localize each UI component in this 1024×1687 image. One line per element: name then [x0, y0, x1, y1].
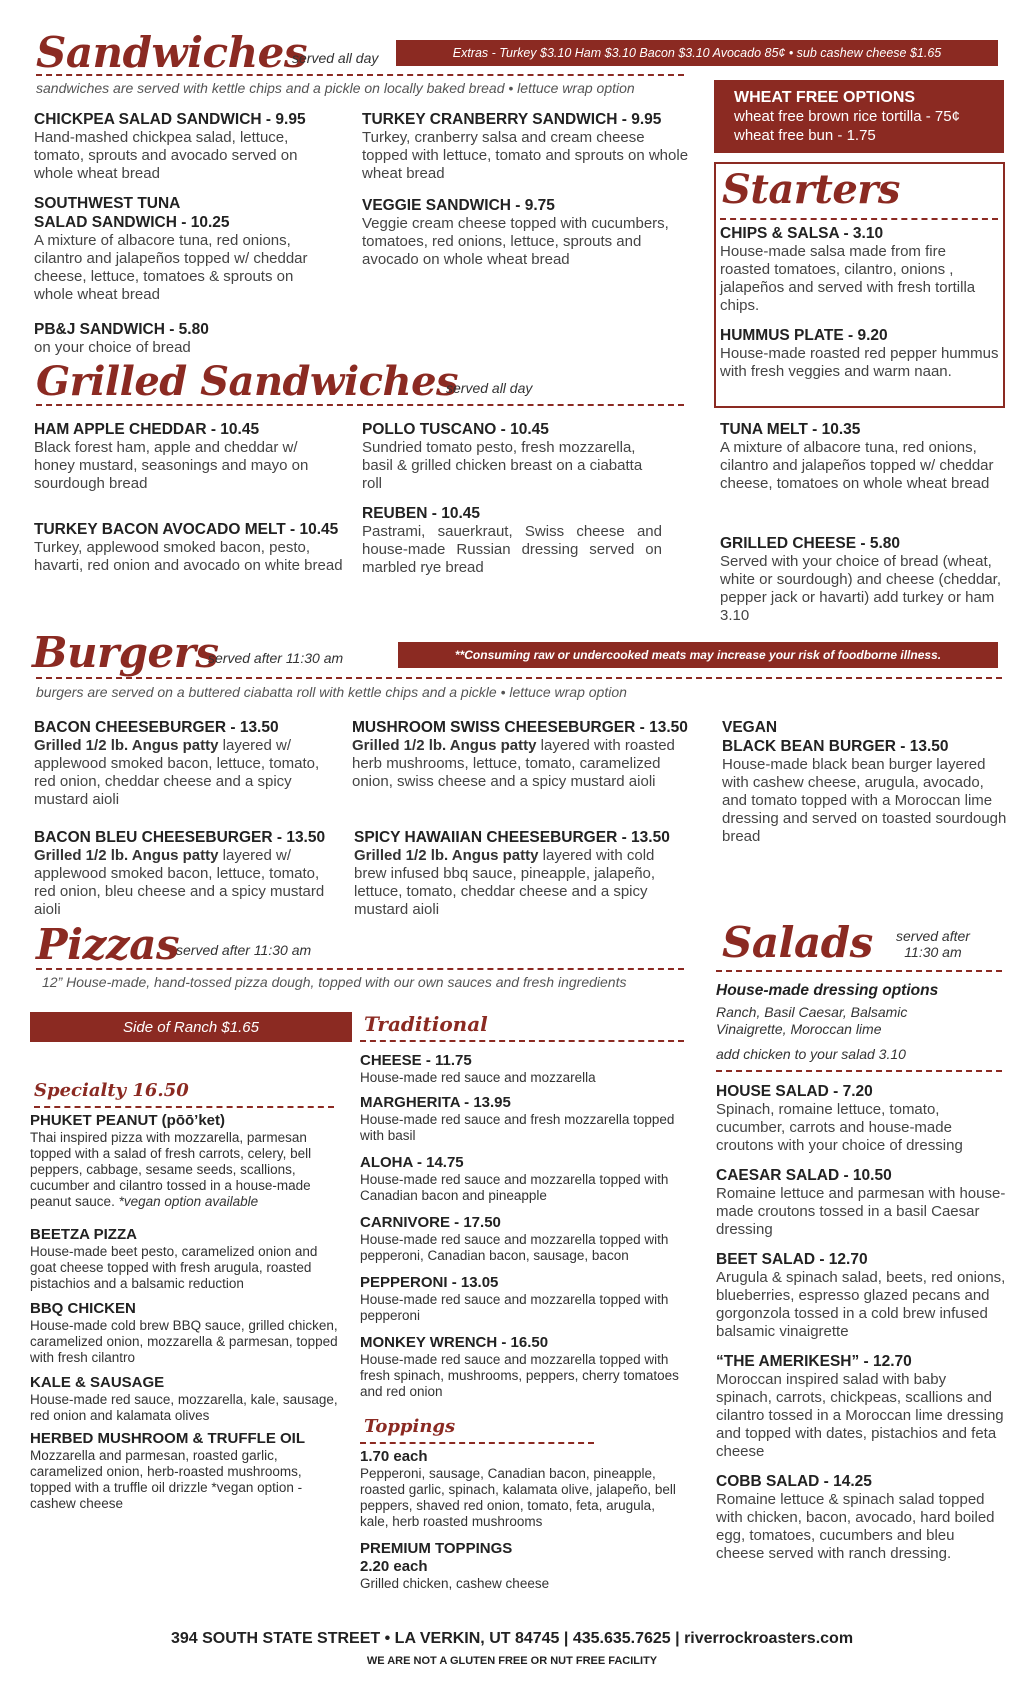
divider [360, 1040, 684, 1042]
menu-item [716, 1250, 1006, 1341]
wheat-free-line: wheat free brown rice tortilla - 75¢ [734, 108, 960, 125]
menu-item [34, 520, 354, 575]
menu-item [30, 1430, 342, 1512]
item-name: BEET SALAD - 12.70 [716, 1251, 868, 1268]
item-desc: Veggie cream cheese topped with cucumbers, tomatoes, red onions, lettuce, sprouts and avocado on whole wheat bread [362, 215, 669, 268]
item-desc: House-made cold brew BBQ sauce, grilled chicken, caramelized onion, mozzarella & parmesan, topped with fresh cilantro [30, 1318, 338, 1365]
item-desc: Romaine lettuce & spinach salad topped with chicken, bacon, avocado, hard boiled egg, tomatoes, cucumbers and bleu cheese served with ranch dressing. [716, 1491, 995, 1562]
footer-address: 394 SOUTH STATE STREET • LA VERKIN, UT 84745 | 435.635.7625 | riverrockroasters.com [170, 1630, 854, 1647]
item-desc: House-made red sauce, mozzarella, kale, sausage, red onion and kalamata olives [30, 1392, 338, 1423]
item-desc: Turkey, cranberry salsa and cream cheese topped with lettuce, tomato and sprouts on whole wheat bread [362, 129, 689, 182]
traditional-title: Traditional [364, 1012, 488, 1036]
menu-item [716, 1166, 1006, 1239]
menu-item [720, 420, 1010, 493]
item-name: CHIPS & SALSA - 3.10 [720, 225, 884, 242]
divider [36, 74, 684, 76]
item-desc-rest: layered with cold brew infused bbq sauce, pineapple, jalapeño, lettuce, tomato, cheddar cheese and a spicy mustard aioli [354, 847, 656, 918]
menu-item [354, 828, 684, 919]
menu-item [720, 224, 1000, 315]
item-desc: Sundried tomato pesto, fresh mozzarella, basil & grilled chicken breast on a ciabatta roll [362, 439, 643, 492]
item-desc-rest: layered w/ applewood smoked bacon, lettuce, tomato, red onion, bleu cheese and a spicy mustard aioli [34, 847, 325, 918]
item-name: “THE AMERIKESH” - 12.70 [716, 1353, 912, 1370]
menu-item [360, 1448, 684, 1530]
item-desc: House-made red sauce and fresh mozzarella topped with basil [360, 1112, 675, 1143]
item-name: 1.70 each [360, 1448, 428, 1465]
item-name: ALOHA - 14.75 [360, 1154, 464, 1171]
salads-subtitle-line2: 11:30 am [904, 944, 962, 960]
item-desc: House-made red sauce and mozzarella topped with pepperoni [360, 1292, 669, 1323]
item-desc: Romaine lettuce and parmesan with house-made croutons tossed in a basil Caesar dressing [716, 1185, 1006, 1238]
menu-item [30, 1300, 342, 1366]
burgers-title: Burgers [32, 628, 219, 677]
item-name: BACON CHEESEBURGER - 13.50 [34, 719, 279, 736]
item-name: TURKEY CRANBERRY SANDWICH - 9.95 [362, 111, 662, 128]
item-desc [34, 847, 334, 919]
item-desc: House-made beet pesto, caramelized onion and goat cheese topped with fresh arugula, roasted pistachios and a balsamic reduction [30, 1244, 318, 1291]
menu-item [360, 1214, 684, 1264]
sandwiches-title: Sandwiches [36, 28, 308, 77]
item-name: TUNA MELT - 10.35 [720, 421, 861, 438]
sandwiches-subtitle: served all day [292, 50, 379, 66]
item-name: MONKEY WRENCH - 16.50 [360, 1334, 549, 1351]
menu-item [716, 1352, 1006, 1461]
divider [36, 404, 684, 406]
menu-item [360, 1154, 684, 1204]
item-name: POLLO TUSCANO - 10.45 [362, 421, 549, 438]
pizzas-note: 12” House-made, hand-tossed pizza dough, topped with our own sauces and fresh ingredients [42, 974, 627, 990]
patty-label: Grilled 1/2 lb. Angus patty [352, 737, 537, 754]
divider [36, 968, 684, 970]
item-desc: Hand-mashed chickpea salad, lettuce, tomato, sprouts and avocado served on whole wheat bread [34, 129, 298, 182]
item-name: CHEESE - 11.75 [360, 1052, 472, 1069]
menu-item [30, 1374, 342, 1424]
side-ranch-text: Side of Ranch $1.65 [123, 1018, 259, 1036]
menu-item [34, 194, 334, 304]
grilled-title: Grilled Sandwiches [36, 358, 459, 405]
salads-title: Salads [722, 918, 873, 967]
divider [720, 218, 998, 220]
divider [716, 970, 1002, 972]
item-desc: Spinach, romaine lettuce, tomato, cucumber, carrots and house-made croutons with your choice of dressing [716, 1101, 963, 1154]
toppings-title: Toppings [364, 1416, 456, 1437]
item-name: TURKEY BACON AVOCADO MELT - 10.45 [34, 521, 339, 538]
menu-item [360, 1094, 684, 1144]
menu-item [362, 420, 662, 493]
item-desc: House-made roasted red pepper hummus with fresh veggies and warm naan. [720, 345, 999, 380]
divider [360, 1442, 594, 1444]
item-name: BEETZA PIZZA [30, 1226, 137, 1243]
item-desc: House-made red sauce and mozzarella [360, 1070, 596, 1085]
item-name-line2: BLACK BEAN BURGER - 13.50 [722, 738, 949, 755]
item-desc [352, 737, 698, 791]
wheat-free-line: wheat free bun - 1.75 [734, 127, 876, 144]
salads-subtitle [896, 928, 970, 960]
add-chicken-note: add chicken to your salad 3.10 [716, 1046, 906, 1062]
item-name: REUBEN - 10.45 [362, 505, 481, 522]
item-desc: House-made red sauce and mozzarella topped with fresh spinach, mushrooms, peppers, cherry tomatoes and red onion [360, 1352, 679, 1399]
item-desc: Pastrami, sauerkraut, Swiss cheese and house-made Russian dressing served on marbled rye bread [362, 523, 662, 576]
item-name: BACON BLEU CHEESEBURGER - 13.50 [34, 829, 326, 846]
item-desc: Grilled chicken, cashew cheese [360, 1576, 550, 1591]
item-name: BBQ CHICKEN [30, 1300, 136, 1317]
menu-item [360, 1540, 684, 1592]
divider [36, 677, 1002, 679]
menu-item [716, 1082, 1006, 1155]
burgers-subtitle: served after 11:30 am [208, 650, 344, 666]
item-name: MARGHERITA - 13.95 [360, 1094, 511, 1111]
dressing-list: Ranch, Basil Caesar, Balsamic Vinaigrette, Moroccan lime [716, 1004, 908, 1037]
item-desc-rest: layered with roasted herb mushrooms, lettuce, tomato, caramelized onion, swiss cheese and a spicy mustard aioli [352, 737, 675, 790]
item-desc: Mozzarella and parmesan, roasted garlic, caramelized onion, herb-roasted mushrooms, topped with a truffle oil drizzle *vegan option - cashew cheese [30, 1448, 303, 1511]
burgers-warning-bar [398, 642, 998, 668]
menu-item [34, 110, 334, 183]
pizzas-subtitle: served after 11:30 am [176, 942, 312, 958]
item-desc: A mixture of albacore tuna, red onions, cilantro and jalapeños topped w/ cheddar cheese, tomatoes on whole wheat bread [720, 439, 994, 492]
item-desc: A mixture of albacore tuna, red onions, cilantro and jalapeños topped w/ cheddar cheese, lettuce, tomatoes & sprouts on whole wheat bread [34, 232, 308, 303]
item-name: PHUKET PEANUT (pōō’ket) [30, 1112, 225, 1129]
sandwiches-note: sandwiches are served with kettle chips and a pickle on locally baked bread • lettuce wrap option [36, 80, 635, 96]
grilled-subtitle: served all day [446, 380, 533, 396]
item-desc: Pepperoni, sausage, Canadian bacon, pineapple, roasted garlic, spinach, kalamata olive, jalapeño, bell peppers, shaved red onion, tomato, feta, arugula, kale, herb roasted mushrooms [360, 1466, 676, 1529]
divider [34, 1106, 334, 1108]
sandwich-extras-text: Extras - Turkey $3.10 Ham $3.10 Bacon $3.10 Avocado 85¢ • sub cashew cheese $1.65 [452, 46, 942, 60]
item-name: PB&J SANDWICH - 5.80 [34, 321, 209, 338]
item-name: HERBED MUSHROOM & TRUFFLE OIL [30, 1430, 305, 1447]
item-name: HOUSE SALAD - 7.20 [716, 1083, 873, 1100]
pizzas-title: Pizzas [36, 920, 180, 969]
item-name: CAESAR SALAD - 10.50 [716, 1167, 892, 1184]
patty-label: Grilled 1/2 lb. Angus patty [34, 737, 219, 754]
item-name-line2: SALAD SANDWICH - 10.25 [34, 214, 230, 231]
menu-item [360, 1334, 684, 1400]
starters-title: Starters [722, 166, 900, 213]
item-name: VEGAN [722, 719, 778, 736]
footer-disclaimer: WE ARE NOT A GLUTEN FREE OR NUT FREE FACILITY [366, 1655, 658, 1667]
menu-item [722, 718, 1012, 846]
item-name: CHICKPEA SALAD SANDWICH - 9.95 [34, 111, 306, 128]
item-desc: House-made black bean burger layered with cashew cheese, arugula, avocado, and tomato topped with a Moroccan lime dressing and served on toasted sourdough bread [722, 756, 1007, 845]
patty-label: Grilled 1/2 lb. Angus patty [34, 847, 219, 864]
wheat-free-title: WHEAT FREE OPTIONS [734, 89, 916, 106]
item-name-line2: 2.20 each [360, 1558, 428, 1575]
item-name: VEGGIE SANDWICH - 9.75 [362, 197, 555, 214]
item-desc: Served with your choice of bread (wheat, white or sourdough) and cheese (cheddar, pepper jack or havarti) add turkey or ham 3.10 [720, 553, 1002, 624]
item-desc-vegan: *vegan option available [114, 1194, 259, 1209]
menu-item [362, 196, 692, 269]
salads-subtitle-line1: served after [896, 928, 970, 944]
item-desc: House-made red sauce and mozzarella topped with pepperoni, Canadian bacon, sausage, bacon [360, 1232, 669, 1263]
item-name: SOUTHWEST TUNA [34, 195, 181, 212]
item-desc: Turkey, applewood smoked bacon, pesto, havarti, red onion and avocado on white bread [34, 539, 343, 574]
menu-item [34, 828, 334, 919]
item-desc: Black forest ham, apple and cheddar w/ honey mustard, seasonings and mayo on sourdough bread [34, 439, 309, 492]
item-desc: Moroccan inspired salad with baby spinach, carrots, chickpeas, scallions and cilantro tossed in a Moroccan lime dressing and topped with dates, pistachios and feta cheese [716, 1371, 1004, 1460]
menu-item [34, 718, 334, 809]
item-name: PREMIUM TOPPINGS [360, 1540, 513, 1557]
item-desc: House-made salsa made from fire roasted tomatoes, cilantro, onions , jalapeños and served with fresh tortilla chips. [720, 243, 976, 314]
item-desc [34, 737, 334, 809]
menu-item [34, 320, 334, 357]
item-desc: on your choice of bread [34, 339, 191, 356]
menu-item [34, 420, 334, 493]
burgers-note: burgers are served on a buttered ciabatta roll with kettle chips and a pickle • lettuce wrap option [36, 684, 627, 700]
menu-item [716, 1472, 1006, 1563]
item-name: PEPPERONI - 13.05 [360, 1274, 499, 1291]
item-name: HAM APPLE CHEDDAR - 10.45 [34, 421, 260, 438]
item-desc [30, 1130, 342, 1210]
item-name: COBB SALAD - 14.25 [716, 1473, 872, 1490]
item-desc-main: Thai inspired pizza with mozzarella, parmesan topped with a salad of fresh carrots, celery, bell peppers, cabbage, sesame seeds, scallions, cucumber and cilantro tossed in a house-made peanut sauce. [30, 1130, 312, 1209]
menu-item [30, 1112, 342, 1210]
item-desc-rest: layered w/ applewood smoked bacon, lettuce, tomato, red onion, cheddar cheese and a spicy mustard aioli [34, 737, 320, 808]
side-ranch-bar [30, 1012, 352, 1042]
menu-item [360, 1052, 684, 1086]
item-name: SPICY HAWAIIAN CHEESEBURGER - 13.50 [354, 829, 670, 846]
item-name: GRILLED CHEESE - 5.80 [720, 535, 901, 552]
specialty-title: Specialty 16.50 [34, 1080, 189, 1101]
burgers-warning-text: **Consuming raw or undercooked meats may increase your risk of foodborne illness. [454, 648, 942, 662]
item-name: HUMMUS PLATE - 9.20 [720, 327, 888, 344]
item-name: CARNIVORE - 17.50 [360, 1214, 501, 1231]
menu-item [362, 110, 692, 183]
menu-item [352, 718, 698, 791]
dressing-title: House-made dressing options [716, 982, 939, 999]
item-name: MUSHROOM SWISS CHEESEBURGER - 13.50 [352, 719, 688, 736]
patty-label: Grilled 1/2 lb. Angus patty [354, 847, 539, 864]
menu-item [362, 504, 662, 577]
item-desc [354, 847, 684, 919]
wheat-free-box [714, 80, 1004, 153]
menu-item [720, 326, 1000, 381]
sandwich-extras-bar [396, 40, 998, 66]
menu-item [720, 534, 1010, 625]
item-desc: House-made red sauce and mozzarella topped with Canadian bacon and pineapple [360, 1172, 669, 1203]
item-desc: Arugula & spinach salad, beets, red onions, blueberries, espresso glazed pecans and gorgonzola tossed in a cold brew infused balsamic vinaigrette [716, 1269, 1006, 1340]
divider [716, 1070, 1002, 1072]
item-name: KALE & SAUSAGE [30, 1374, 165, 1391]
menu-item [360, 1274, 684, 1324]
menu-item [30, 1226, 342, 1292]
